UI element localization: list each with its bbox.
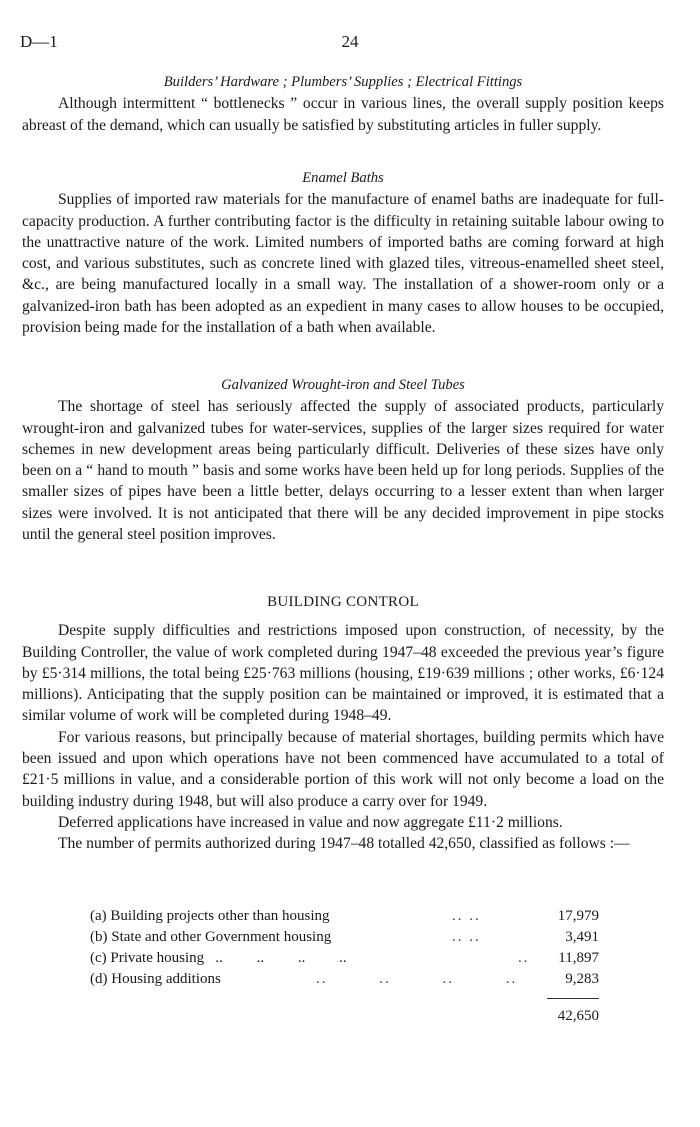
row-label: (c) Private housing .. .. .. .. (90, 950, 347, 966)
row-label: (d) Housing additions (90, 971, 221, 987)
leader-dots: .. .. .. .. (316, 971, 518, 987)
paragraph: Deferred applications have increased in value and now aggregate £11·2 millions. (58, 813, 563, 831)
section-heading: Builders’ Hardware ; Plumbers’ Supplies ; Electrical Fittings (163, 74, 523, 90)
section-heading: Enamel Baths (302, 170, 384, 186)
paragraph: Despite supply difficulties and restrictions imposed upon construction, of necessity, by the Building Controller, the value of work completed during 1947–48 exceeded the previous year’s figure by £5·314 millions, the total being £25·763 millions (housing, £19·639 millions ; other works, £6·124 millions). Anticipating that the supply position can be maintained or improved, it is estimated that a similar volume of work will be completed during 1948–49. (22, 622, 664, 725)
row-value: 11,897 (558, 950, 599, 966)
permits-table (90, 906, 599, 1024)
table-row (90, 927, 599, 948)
table-row (90, 969, 599, 990)
table-row (90, 906, 599, 927)
paragraph: The number of permits authorized during 1947–48 totalled 42,650, classified as follows :— (58, 835, 630, 853)
table-row (90, 948, 599, 969)
section-building-control (22, 592, 664, 855)
leader-dots: .. .. (452, 929, 481, 945)
document-reference: D—1 (20, 32, 58, 51)
section-heading: BUILDING CONTROL (267, 594, 419, 610)
paragraph: Supplies of imported raw materials for the manufacture of enamel baths are inadequate for full-capacity production. A further contributing factor is the difficulty in retaining suitable labour owing to the unattractive nature of the work. Limited numbers of imported baths are coming forward at high cost, and various substitutes, such as concrete lined with glazed tiles, vitreous-enamelled sheet steel, &c., are being manufactured locally in a small way. The installation of a shower-room only or a galvanized-iron bath has been adopted as an expedient in many cases to allow houses to be occupied, provision being made for the installation of a bath when available. (22, 191, 664, 337)
section-heading: Galvanized Wrought-iron and Steel Tubes (221, 377, 465, 393)
page-number: 24 (341, 32, 359, 51)
paragraph: For various reasons, but principally because of material shortages, building permits which have been issued and upon which operations have not been commenced have accumulated to a total of £21·5 millions in value, and a considerable portion of this work will not only become a load on the building industry during 1948, but will also produce a carry over for 1949. (22, 728, 664, 810)
paragraph: Although intermittent “ bottlenecks ” occur in various lines, the overall supply position keeps abreast of the demand, which can usually be satisfied by substituting articles in fuller supply. (22, 95, 664, 134)
section-galvanized-tubes (22, 375, 664, 545)
row-value: 9,283 (565, 971, 599, 987)
row-label: (b) State and other Government housing (90, 929, 332, 945)
total-rule (547, 998, 599, 999)
table-total: 42,650 (557, 1008, 599, 1024)
leader-dots: .. .. (452, 908, 481, 924)
section-builders-hardware (22, 72, 664, 136)
leader-dots: .. (518, 950, 530, 966)
row-value: 3,491 (565, 929, 599, 945)
section-enamel-baths (22, 168, 664, 338)
row-value: 17,979 (557, 908, 599, 924)
paragraph: The shortage of steel has seriously affected the supply of associated products, particularly wrought-iron and galvanized tubes for water-services, supplies of the larger sizes required for water schemes in new development areas being particularly difficult. Deliveries of these sizes have only been on a “ hand to mouth ” basis and some works have been held up for long periods. Supplies of the smaller sizes of pipes have been a little better, delays occurring to a lesser extent than when larger sizes were involved. It is not anticipated that there will be any decided improvement in pipe stocks until the general steel position improves. (22, 398, 664, 544)
row-label: (a) Building projects other than housing (90, 908, 330, 924)
